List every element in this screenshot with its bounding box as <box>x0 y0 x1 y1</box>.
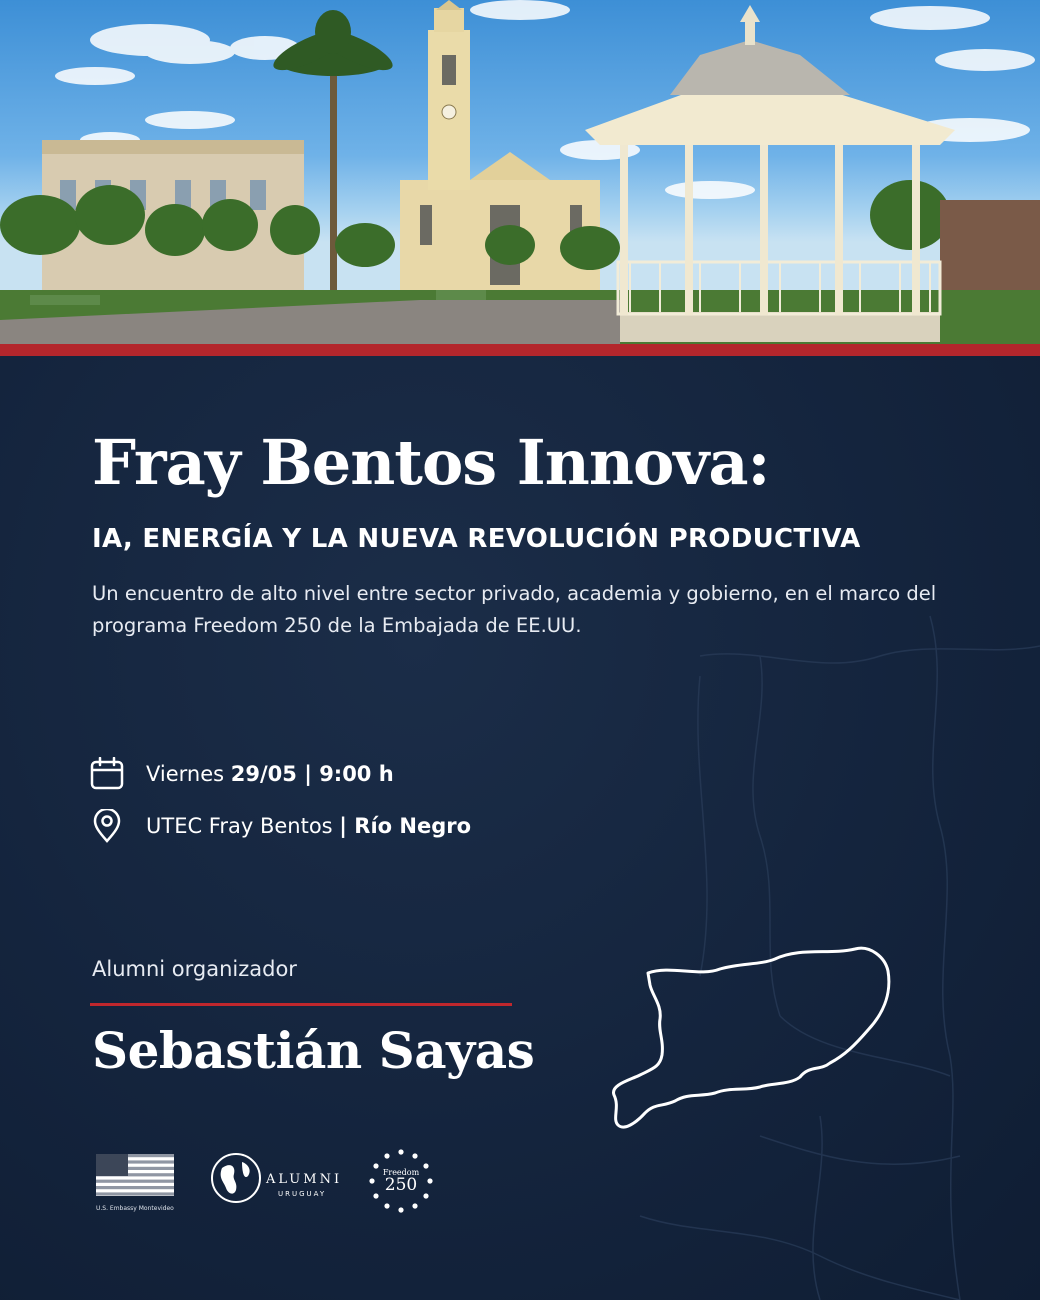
calendar-icon <box>90 757 124 791</box>
alumni-uruguay-logo <box>208 1150 348 1212</box>
freedom-number: 250 <box>384 1175 418 1195</box>
us-flag-icon <box>96 1154 174 1196</box>
event-place-value: UTEC Fray Bentos <box>146 814 340 838</box>
event-date-text <box>146 762 394 786</box>
freedom-label: Freedom <box>382 1168 420 1177</box>
organizer-name: Sebastián Sayas <box>92 1021 535 1080</box>
event-place-region: | Río Negro <box>339 814 472 838</box>
event-description: Un encuentro de alto nivel entre sector privado, academia y gobierno, en el marco del programa Freedom 250 de la Embajada de EE.UU. <box>92 582 937 637</box>
organizer-divider <box>90 1003 512 1006</box>
event-date-value: 29/05 | 9:00 h <box>230 762 394 786</box>
organizer-label: Alumni organizador <box>92 957 297 981</box>
banner-photo <box>0 0 1040 346</box>
globe-icon <box>208 1150 264 1206</box>
freedom-250-logo <box>368 1148 434 1214</box>
event-date-row <box>90 757 394 791</box>
event-place-text <box>146 814 471 838</box>
plaza-illustration <box>0 0 1040 346</box>
event-title: Fray Bentos Innova: <box>92 426 770 499</box>
event-subtitle: IA, ENERGÍA Y LA NUEVA REVOLUCIÓN PRODUCTIVA <box>92 524 861 554</box>
red-accent-stripe <box>0 344 1040 356</box>
event-place-row <box>90 809 471 843</box>
alumni-wordmark: ALUMNI <box>266 1172 343 1187</box>
location-pin-icon <box>90 809 124 843</box>
event-date-day: Viernes <box>146 762 231 786</box>
embassy-caption: U.S. Embassy Montevideo <box>96 1205 174 1212</box>
rio-negro-outline <box>600 935 900 1140</box>
alumni-country: URUGUAY <box>278 1190 327 1198</box>
us-embassy-logo <box>96 1154 182 1212</box>
